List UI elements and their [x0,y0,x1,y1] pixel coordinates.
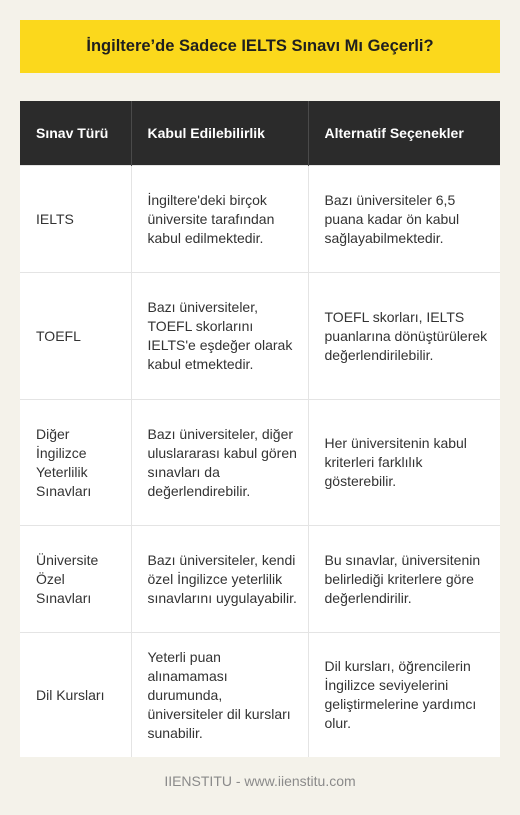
column-header-alternatives: Alternatif Seçenekler [308,101,500,166]
column-header-acceptability: Kabul Edilebilirlik [131,101,308,166]
table-cell-exam-type: Diğer İngilizce Yeterlilik Sınavları [20,400,131,526]
table-cell-alternatives: Bazı üniversiteler 6,5 puana kadar ön kabul sağlayabilmektedir. [308,166,500,273]
table-cell-alternatives: TOEFL skorları, IELTS puanlarına dönüştürülerek değerlendirilebilir. [308,273,500,400]
table-cell-acceptability: Bazı üniversiteler, diğer uluslararası kabul gören sınavları da değerlendirebilir. [131,400,308,526]
table-cell-acceptability: Yeterli puan alınamaması durumunda, üniversiteler dil kursları sunabilir. [131,633,308,758]
table-row [20,526,500,633]
table-cell-alternatives: Her üniversitenin kabul kriterleri farklılık gösterebilir. [308,400,500,526]
table-cell-alternatives: Dil kursları, öğrencilerin İngilizce seviyelerini geliştirmelerine yardımcı olur. [308,633,500,758]
column-header-exam-type: Sınav Türü [20,101,131,166]
comparison-table [20,101,500,757]
table-cell-exam-type: TOEFL [20,273,131,400]
table-row [20,633,500,758]
table-cell-exam-type: Dil Kursları [20,633,131,758]
table-row [20,400,500,526]
table-header-row [20,101,500,166]
table-row [20,273,500,400]
table-row [20,166,500,273]
footer-credit: IIENSTITU - www.iienstitu.com [164,773,356,789]
table-cell-acceptability: Bazı üniversiteler, TOEFL skorlarını IELTS'e eşdeğer olarak kabul etmektedir. [131,273,308,400]
table-cell-exam-type: Üniversite Özel Sınavları [20,526,131,633]
table-cell-exam-type: IELTS [20,166,131,273]
title-banner [20,20,500,73]
page-title: İngiltere’de Sadece IELTS Sınavı Mı Geçerli? [86,37,434,55]
table-cell-acceptability: İngiltere'deki birçok üniversite tarafından kabul edilmektedir. [131,166,308,273]
table-cell-alternatives: Bu sınavlar, üniversitenin belirlediği kriterlere göre değerlendirilir. [308,526,500,633]
table-cell-acceptability: Bazı üniversiteler, kendi özel İngilizce yeterlilik sınavlarını uygulayabilir. [131,526,308,633]
